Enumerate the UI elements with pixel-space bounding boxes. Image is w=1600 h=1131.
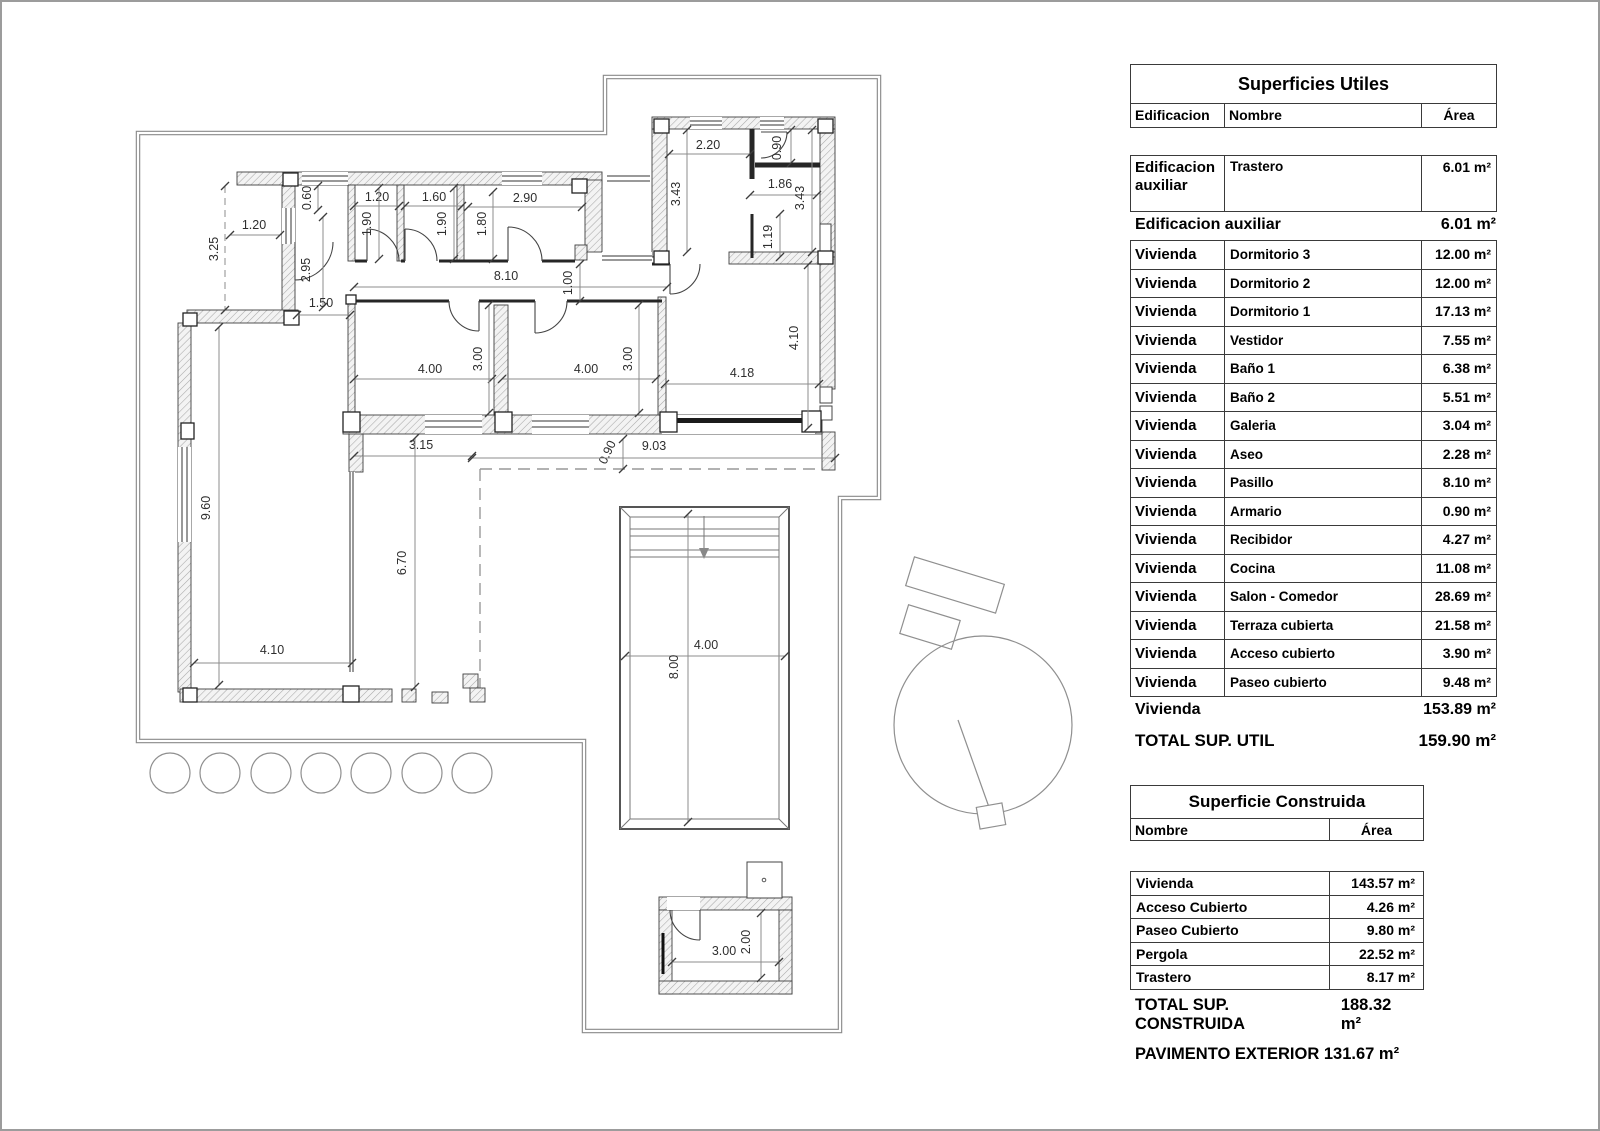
cell-edificacion: Vivienda [1135, 673, 1197, 691]
cell-nombre: Baño 2 [1224, 384, 1421, 412]
cell-nombre: Pasillo [1224, 469, 1421, 497]
swimming-pool [620, 507, 789, 829]
cell-nombre: Terraza cubierta [1224, 612, 1421, 640]
dimension-label: 3.15 [408, 438, 434, 452]
cell-edificacion: Vivienda [1135, 360, 1197, 377]
cell-nombre: Baño 1 [1224, 355, 1421, 383]
tree-canopy [894, 636, 1072, 814]
total-value: 188.32 m² [1340, 995, 1392, 1033]
cell-nombre: Pergola [1136, 945, 1188, 962]
table-row [1131, 241, 1496, 269]
dimension-label: 0.90 [770, 135, 784, 161]
cell-nombre: Salon - Comedor [1224, 583, 1421, 611]
dimension-label: 3.43 [669, 181, 683, 207]
subtotal-label: Edificacion auxiliar [1135, 216, 1281, 233]
dimension-label: 1.20 [241, 218, 267, 232]
table-title: Superficies Utiles [1130, 64, 1497, 104]
dimension-label: 1.00 [561, 270, 575, 296]
cell-area: 3.04 m² [1421, 412, 1496, 440]
table-row-aux [1130, 155, 1497, 212]
cell-nombre: Cocina [1224, 555, 1421, 583]
table-row [1131, 497, 1496, 526]
cell-edificacion: Vivienda [1135, 417, 1197, 434]
construida-rows [1130, 871, 1424, 990]
cell-edificacion: Vivienda [1135, 645, 1197, 662]
cell-nombre: Trastero [1224, 156, 1421, 211]
cell-nombre: Armario [1224, 498, 1421, 526]
subtotal-value: 153.89 m² [1423, 701, 1496, 718]
aux-subtotal [1130, 212, 1497, 240]
total-label: TOTAL SUP. UTIL [1135, 731, 1275, 750]
pavimento-exterior-label: PAVIMENTO EXTERIOR 131.67 m² [1135, 1045, 1400, 1063]
table-row [1131, 918, 1423, 942]
cell-nombre: Vestidor [1224, 327, 1421, 355]
cell-nombre: Recibidor [1224, 526, 1421, 554]
cell-area: 12.00 m² [1421, 241, 1496, 269]
cell-edificacion: Vivienda [1135, 588, 1197, 605]
cell-nombre: Dormitorio 2 [1224, 270, 1421, 298]
cell-nombre: Paseo Cubierto [1136, 922, 1239, 938]
superficie-construida-table [1130, 785, 1424, 1033]
cell-area: 6.38 m² [1421, 355, 1496, 383]
dimension-label: 0.90 [595, 438, 619, 467]
header-area: Área [1329, 819, 1423, 840]
table-row [1131, 639, 1496, 668]
umbrella-pole [958, 720, 990, 810]
table-row [1131, 525, 1496, 554]
cell-nombre: Galeria [1224, 412, 1421, 440]
total-sup-construida [1130, 990, 1424, 1033]
cell-edificacion: Vivienda [1135, 531, 1197, 548]
dimension-label: 1.20 [364, 190, 390, 204]
cell-area: 17.13 m² [1421, 298, 1496, 326]
vivienda-rows [1130, 240, 1497, 697]
cell-edificacion: Vivienda [1135, 274, 1197, 292]
cell-nombre: Acceso cubierto [1224, 640, 1421, 668]
cell-area: 3.90 m² [1421, 640, 1496, 668]
cell-edificacion: Vivienda [1135, 445, 1197, 463]
cell-area: 6.01 m² [1421, 156, 1496, 211]
dimension-label: 1.86 [767, 177, 793, 191]
table-row [1131, 554, 1496, 583]
table-row [1131, 383, 1496, 412]
table-row [1131, 872, 1423, 895]
cell-edificacion: Vivienda [1135, 502, 1197, 520]
table-title: Superficie Construida [1130, 785, 1424, 819]
dimension-label: 9.03 [641, 439, 667, 453]
table-row [1131, 440, 1496, 469]
header-nombre: Nombre [1224, 104, 1421, 127]
cell-area: 4.26 m² [1329, 896, 1423, 919]
floor-plan [2, 2, 1102, 1131]
dimension-label: 1.80 [475, 211, 489, 237]
cell-edificacion: Vivienda [1135, 303, 1197, 320]
cell-nombre: Aseo [1224, 441, 1421, 469]
table-header [1130, 819, 1424, 841]
dimension-label: 2.90 [512, 191, 538, 205]
dimension-label: 1.50 [308, 296, 334, 310]
sunbed [900, 605, 960, 649]
table-header [1130, 104, 1497, 128]
dimension-label: 9.60 [199, 495, 213, 521]
sunbed [906, 557, 1005, 613]
dimension-label: 2.95 [299, 257, 313, 283]
table-row [1131, 354, 1496, 383]
cell-nombre: Paseo cubierto [1224, 669, 1421, 697]
cell-edificacion: Vivienda [1135, 559, 1197, 577]
dimension-label: 4.10 [259, 643, 285, 657]
dimension-label: 2.00 [739, 929, 753, 955]
table-row [1131, 942, 1423, 966]
total-label: TOTAL SUP. CONSTRUIDA [1135, 995, 1245, 1033]
header-nombre: Nombre [1135, 822, 1188, 838]
cell-area: 21.58 m² [1421, 612, 1496, 640]
dimension-label: 4.18 [729, 366, 755, 380]
cell-area: 0.90 m² [1421, 498, 1496, 526]
superficies-utiles-table [1130, 64, 1497, 755]
table-row [1131, 326, 1496, 355]
cell-area: 28.69 m² [1421, 583, 1496, 611]
dimension-label: 1.60 [421, 190, 447, 204]
cell-edificacion: Vivienda [1135, 331, 1197, 349]
header-area: Área [1421, 104, 1496, 127]
dimension-label: 4.00 [693, 638, 719, 652]
cell-nombre: Dormitorio 3 [1224, 241, 1421, 269]
dimension-label: 1.90 [360, 211, 374, 237]
dimension-label: 8.00 [667, 654, 681, 680]
cell-edificacion: Vivienda [1135, 246, 1197, 263]
cell-area: 2.28 m² [1421, 441, 1496, 469]
cell-area: 11.08 m² [1421, 555, 1496, 583]
table-row [1131, 668, 1496, 697]
dimension-label: 3.00 [711, 944, 737, 958]
cell-edificacion: Vivienda [1135, 616, 1197, 634]
dimension-label: 3.25 [207, 236, 221, 262]
cell-nombre: Acceso Cubierto [1136, 898, 1248, 915]
cell-nombre: Trastero [1136, 969, 1192, 985]
vivienda-subtotal [1130, 697, 1497, 725]
dimension-label: 3.43 [793, 185, 807, 211]
dimension-label: 0.60 [300, 185, 314, 211]
hedge-row [150, 753, 492, 793]
cell-edificacion: Vivienda [1135, 474, 1197, 491]
table-row [1131, 411, 1496, 440]
table-row [1131, 269, 1496, 298]
header-edificacion: Edificacion [1135, 107, 1210, 123]
dimension-label: 4.00 [417, 362, 443, 376]
dimension-label: 4.10 [787, 325, 801, 351]
cell-edificacion: Vivienda [1135, 388, 1197, 406]
total-value: 159.90 m² [1418, 731, 1496, 750]
dimension-label: 4.00 [573, 362, 599, 376]
table-row [1131, 965, 1423, 989]
cell-area: 9.80 m² [1329, 919, 1423, 942]
table-row [1131, 468, 1496, 497]
dimension-label: 8.10 [493, 269, 519, 283]
dimension-label: 3.00 [621, 346, 635, 372]
table-row [1131, 895, 1423, 919]
table-row [1131, 297, 1496, 326]
dimension-label: 6.70 [395, 550, 409, 576]
cell-nombre: Dormitorio 1 [1224, 298, 1421, 326]
cell-area: 12.00 m² [1421, 270, 1496, 298]
subtotal-value: 6.01 m² [1440, 216, 1496, 233]
cell-edificacion: Edificacion auxiliar [1135, 159, 1216, 194]
cell-area: 8.17 m² [1329, 966, 1423, 989]
cell-area: 5.51 m² [1421, 384, 1496, 412]
table-row [1131, 582, 1496, 611]
cell-area: 9.48 m² [1421, 669, 1496, 697]
dimension-label: 1.90 [435, 211, 449, 237]
dimension-label: 2.20 [695, 138, 721, 152]
cell-area: 8.10 m² [1421, 469, 1496, 497]
cell-nombre: Vivienda [1136, 875, 1194, 891]
dimension-label: 3.00 [471, 346, 485, 372]
dimension-label: 1.19 [761, 224, 775, 250]
cell-area: 4.27 m² [1421, 526, 1496, 554]
subtotal-label: Vivienda [1135, 701, 1201, 718]
cell-area: 7.55 m² [1421, 327, 1496, 355]
table-row [1131, 611, 1496, 640]
cell-area: 22.52 m² [1329, 943, 1423, 966]
cell-area: 143.57 m² [1329, 872, 1423, 895]
total-sup-util [1130, 725, 1497, 755]
